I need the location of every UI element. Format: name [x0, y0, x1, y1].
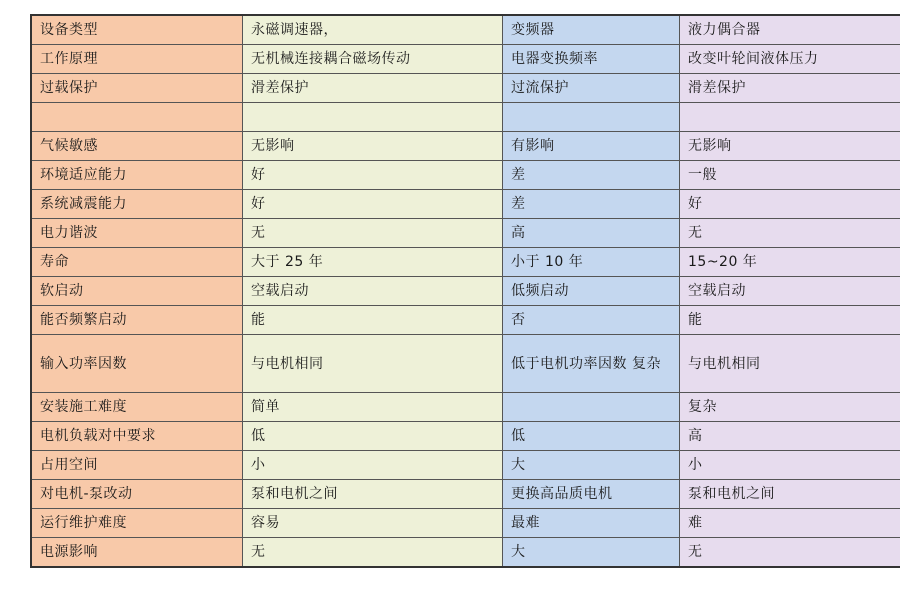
attribute-cell [31, 190, 243, 219]
permanent-magnet-cell [243, 132, 503, 161]
blank-row [31, 103, 900, 132]
cell-text: 滑差保护 [251, 80, 309, 96]
inverter-cell [503, 132, 680, 161]
attribute-cell [31, 480, 243, 509]
permanent-magnet-cell [243, 161, 503, 190]
cell-text: 低频启动 [511, 283, 569, 299]
permanent-magnet-cell [243, 480, 503, 509]
cell-text: 空载启动 [688, 283, 746, 299]
permanent-magnet-cell [243, 451, 503, 480]
working-principle-row [31, 45, 900, 74]
inverter-cell [503, 306, 680, 335]
permanent-magnet-cell [243, 393, 503, 422]
fluid-coupling-cell [680, 103, 900, 132]
cell-text: 大 [511, 457, 526, 473]
cell-text: 好 [688, 196, 703, 212]
attribute-cell [31, 422, 243, 451]
cell-text: 无影响 [688, 138, 732, 154]
fluid-coupling-cell [680, 451, 900, 480]
attribute-cell [31, 248, 243, 277]
space-occupation-row [31, 451, 900, 480]
attribute-cell [31, 74, 243, 103]
cell-text: 无 [251, 544, 266, 560]
vibration-damping-row [31, 190, 900, 219]
attribute-cell [31, 509, 243, 538]
cell-text: 大 [511, 544, 526, 560]
permanent-magnet-cell [243, 103, 503, 132]
attribute-cell [31, 277, 243, 306]
inverter-cell [503, 190, 680, 219]
cell-text: 无 [251, 225, 266, 241]
cell-text: 否 [511, 312, 526, 328]
power-harmonics-row [31, 219, 900, 248]
cell-text: 过流保护 [511, 80, 569, 96]
soft-start-row [31, 277, 900, 306]
attribute-cell [31, 306, 243, 335]
cell-text: 好 [251, 196, 266, 212]
cell-text: 能 [251, 312, 266, 328]
cell-text: 差 [511, 196, 526, 212]
inverter-cell [503, 219, 680, 248]
inverter-cell [503, 277, 680, 306]
inverter-cell [503, 248, 680, 277]
service-life-row [31, 248, 900, 277]
permanent-magnet-cell [243, 74, 503, 103]
cell-text: 低 [251, 428, 266, 444]
inverter-cell [503, 480, 680, 509]
cell-text: 空载启动 [251, 283, 309, 299]
cell-text: 滑差保护 [688, 80, 746, 96]
attribute-cell [31, 161, 243, 190]
permanent-magnet-cell [243, 335, 503, 393]
climate-sensitivity-row [31, 132, 900, 161]
inverter-cell [503, 509, 680, 538]
fluid-coupling-cell [680, 161, 900, 190]
cell-text: 系统减震能力 [40, 196, 127, 212]
permanent-magnet-cell [243, 190, 503, 219]
attribute-cell [31, 335, 243, 393]
cell-text: 高 [688, 428, 703, 444]
cell-text: 与电机相同 [251, 355, 324, 372]
permanent-magnet-cell [243, 509, 503, 538]
header-row [31, 15, 900, 45]
inverter-cell [503, 161, 680, 190]
power-supply-impact-row [31, 538, 900, 568]
cell-text: 电源影响 [40, 544, 98, 560]
cell-text: 与电机相同 [688, 355, 761, 372]
permanent-magnet-cell [243, 248, 503, 277]
cell-text: 改变叶轮间液体压力 [688, 51, 819, 67]
attribute-cell [31, 45, 243, 74]
cell-text: 电器变换频率 [511, 51, 598, 67]
fluid-coupling-cell [680, 74, 900, 103]
cell-text: 更换高品质电机 [511, 486, 613, 502]
attribute-cell [31, 393, 243, 422]
overload-protection-row [31, 74, 900, 103]
cell-text: 无 [688, 225, 703, 241]
cell-text: 运行维护难度 [40, 515, 127, 531]
fluid-coupling-cell [680, 15, 900, 45]
fluid-coupling-cell [680, 190, 900, 219]
permanent-magnet-cell [243, 422, 503, 451]
cell-text: 有影响 [511, 138, 555, 154]
cell-text: 小于 10 年 [511, 254, 584, 270]
cell-text: 无机械连接耦合磁场传动 [251, 51, 411, 67]
fluid-coupling-cell [680, 45, 900, 74]
cell-text: 过载保护 [40, 80, 98, 96]
cell-text: 环境适应能力 [40, 167, 127, 183]
cell-text: 设备类型 [40, 22, 98, 38]
cell-text: 差 [511, 167, 526, 183]
cell-text: 液力偶合器 [688, 22, 761, 38]
cell-text: 高 [511, 225, 526, 241]
cell-text: 变频器 [511, 22, 555, 38]
cell-text: 工作原理 [40, 51, 98, 67]
cell-text: 气候敏感 [40, 138, 98, 154]
cell-text: 无 [688, 544, 703, 560]
cell-text: 泵和电机之间 [688, 486, 775, 502]
inverter-cell [503, 15, 680, 45]
inverter-cell [503, 393, 680, 422]
fluid-coupling-cell [680, 132, 900, 161]
cell-text: 永磁调速器， [251, 22, 338, 38]
fluid-coupling-cell [680, 277, 900, 306]
attribute-cell [31, 132, 243, 161]
fluid-coupling-cell [680, 219, 900, 248]
input-power-factor-row [31, 335, 900, 393]
fluid-coupling-cell [680, 422, 900, 451]
cell-text: 无影响 [251, 138, 295, 154]
attribute-cell [31, 219, 243, 248]
cell-text: 对电机-泵改动 [40, 486, 133, 502]
inverter-cell [503, 45, 680, 74]
maintenance-difficulty-row [31, 509, 900, 538]
permanent-magnet-cell [243, 45, 503, 74]
cell-text: 能 [688, 312, 703, 328]
cell-text: 容易 [251, 515, 280, 531]
inverter-cell [503, 451, 680, 480]
cell-text: 寿命 [40, 254, 69, 270]
attribute-cell [31, 103, 243, 132]
fluid-coupling-cell [680, 509, 900, 538]
permanent-magnet-cell [243, 306, 503, 335]
permanent-magnet-cell [243, 219, 503, 248]
motor-alignment-row [31, 422, 900, 451]
attribute-cell [31, 538, 243, 568]
cell-text: 软启动 [40, 283, 84, 299]
inverter-cell [503, 103, 680, 132]
cell-text: 大于 25 年 [251, 254, 324, 270]
cell-text: 简单 [251, 399, 280, 415]
inverter-cell [503, 335, 680, 393]
cell-text: 电机负载对中要求 [40, 428, 156, 444]
cell-text: 最难 [511, 515, 540, 531]
inverter-cell [503, 74, 680, 103]
permanent-magnet-cell [243, 277, 503, 306]
cell-text: 难 [688, 515, 703, 531]
cell-text: 低于电机功率因数 复杂 [511, 355, 661, 372]
frequent-start-row [31, 306, 900, 335]
cell-text: 小 [251, 457, 266, 473]
comparison-table [30, 14, 900, 568]
cell-text: 电力谐波 [40, 225, 98, 241]
inverter-cell [503, 538, 680, 568]
cell-text: 能否频繁启动 [40, 312, 127, 328]
attribute-cell [31, 15, 243, 45]
fluid-coupling-cell [680, 306, 900, 335]
cell-text: 低 [511, 428, 526, 444]
cell-text: 一般 [688, 167, 717, 183]
fluid-coupling-cell [680, 480, 900, 509]
cell-text: 15~20 年 [688, 254, 758, 270]
fluid-coupling-cell [680, 248, 900, 277]
attribute-cell [31, 451, 243, 480]
cell-text: 小 [688, 457, 703, 473]
cell-text: 输入功率因数 [40, 355, 127, 372]
cell-text: 安装施工难度 [40, 399, 127, 415]
fluid-coupling-cell [680, 538, 900, 568]
motor-pump-modification-row [31, 480, 900, 509]
permanent-magnet-cell [243, 15, 503, 45]
cell-text: 占用空间 [40, 457, 98, 473]
fluid-coupling-cell [680, 335, 900, 393]
cell-text: 好 [251, 167, 266, 183]
cell-text: 泵和电机之间 [251, 486, 338, 502]
environment-adaptability-row [31, 161, 900, 190]
table-body [31, 15, 900, 567]
permanent-magnet-cell [243, 538, 503, 568]
inverter-cell [503, 422, 680, 451]
cell-text: 复杂 [688, 399, 717, 415]
fluid-coupling-cell [680, 393, 900, 422]
installation-difficulty-row [31, 393, 900, 422]
